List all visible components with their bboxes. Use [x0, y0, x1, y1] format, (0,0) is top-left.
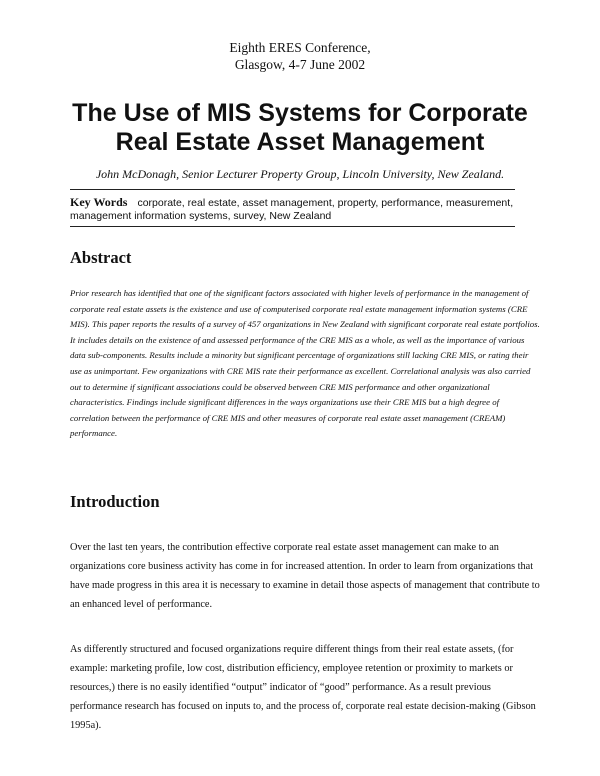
keywords-bottom-rule	[70, 226, 515, 227]
paper-title-line-2: Real Estate Asset Management	[115, 128, 485, 156]
author-affiliation: John McDonagh, Senior Lecturer Property Group, Lincoln University, New Zealand.	[95, 167, 505, 181]
paper-title-line-1: The Use of MIS Systems for Corporate	[72, 99, 528, 127]
conference-name: Eighth ERES Conference,	[229, 40, 371, 55]
abstract-text: Prior research has identified that one of the significant factors associated with higher levels of performance in the management of corporate real estate assets is the existence and use of computerised corporate real estate management information systems (CRE MIS). This paper reports the results of a survey of 457 organizations in New Zealand with significant corporate real estate portfolios. It includes details on the existence of and assessed performance of the CRE MIS as a whole, as well as the importance of various data sub-components. Results include a minority but significant percentage of organizations still lacking CRE MIS, or rating their use as unimportant. Few organizations with CRE MIS rate their performance as excellent. Correlational analysis was also carried out to determine if significant associations could be observed between CRE MIS performance and other organizational characteristics. Findings include significant differences in the ways organizations use their CRE MIS but a high degree of correlation between the performance of CRE MIS and other measures of corporate real estate asset management (CREAM) performance.	[70, 288, 540, 439]
conference-location-date: Glasgow, 4-7 June 2002	[234, 57, 366, 72]
introduction-paragraph-2: As differently structured and focused organizations require different things from their real estate assets, (for example: marketing profile, low cost, distribution efficiency, employee retention or proximity to markets or resources,) there is no easily identified “output” indicator of “good” performance. As a result previous performance research has focused on inputs to, and the process of, corporate real estate decision-making (Gibson 1995a).	[70, 644, 536, 731]
introduction-heading: Introduction	[70, 492, 160, 511]
abstract-heading: Abstract	[70, 248, 132, 267]
keywords-block	[70, 196, 540, 223]
keywords-text: corporate, real estate, asset management, property, performance, measurement, management information systems, survey, New Zealand	[70, 197, 514, 222]
keywords-top-rule	[70, 189, 515, 190]
keywords-label: Key Words	[70, 195, 128, 209]
introduction-paragraph-1: Over the last ten years, the contribution effective corporate real estate asset management can make to an organizations core business activity has come in for increased attention. In order to learn from organizations that have made progress in this area it is necessary to examine in detail those aspects of management that contribute to an enhanced level of performance.	[70, 542, 540, 610]
